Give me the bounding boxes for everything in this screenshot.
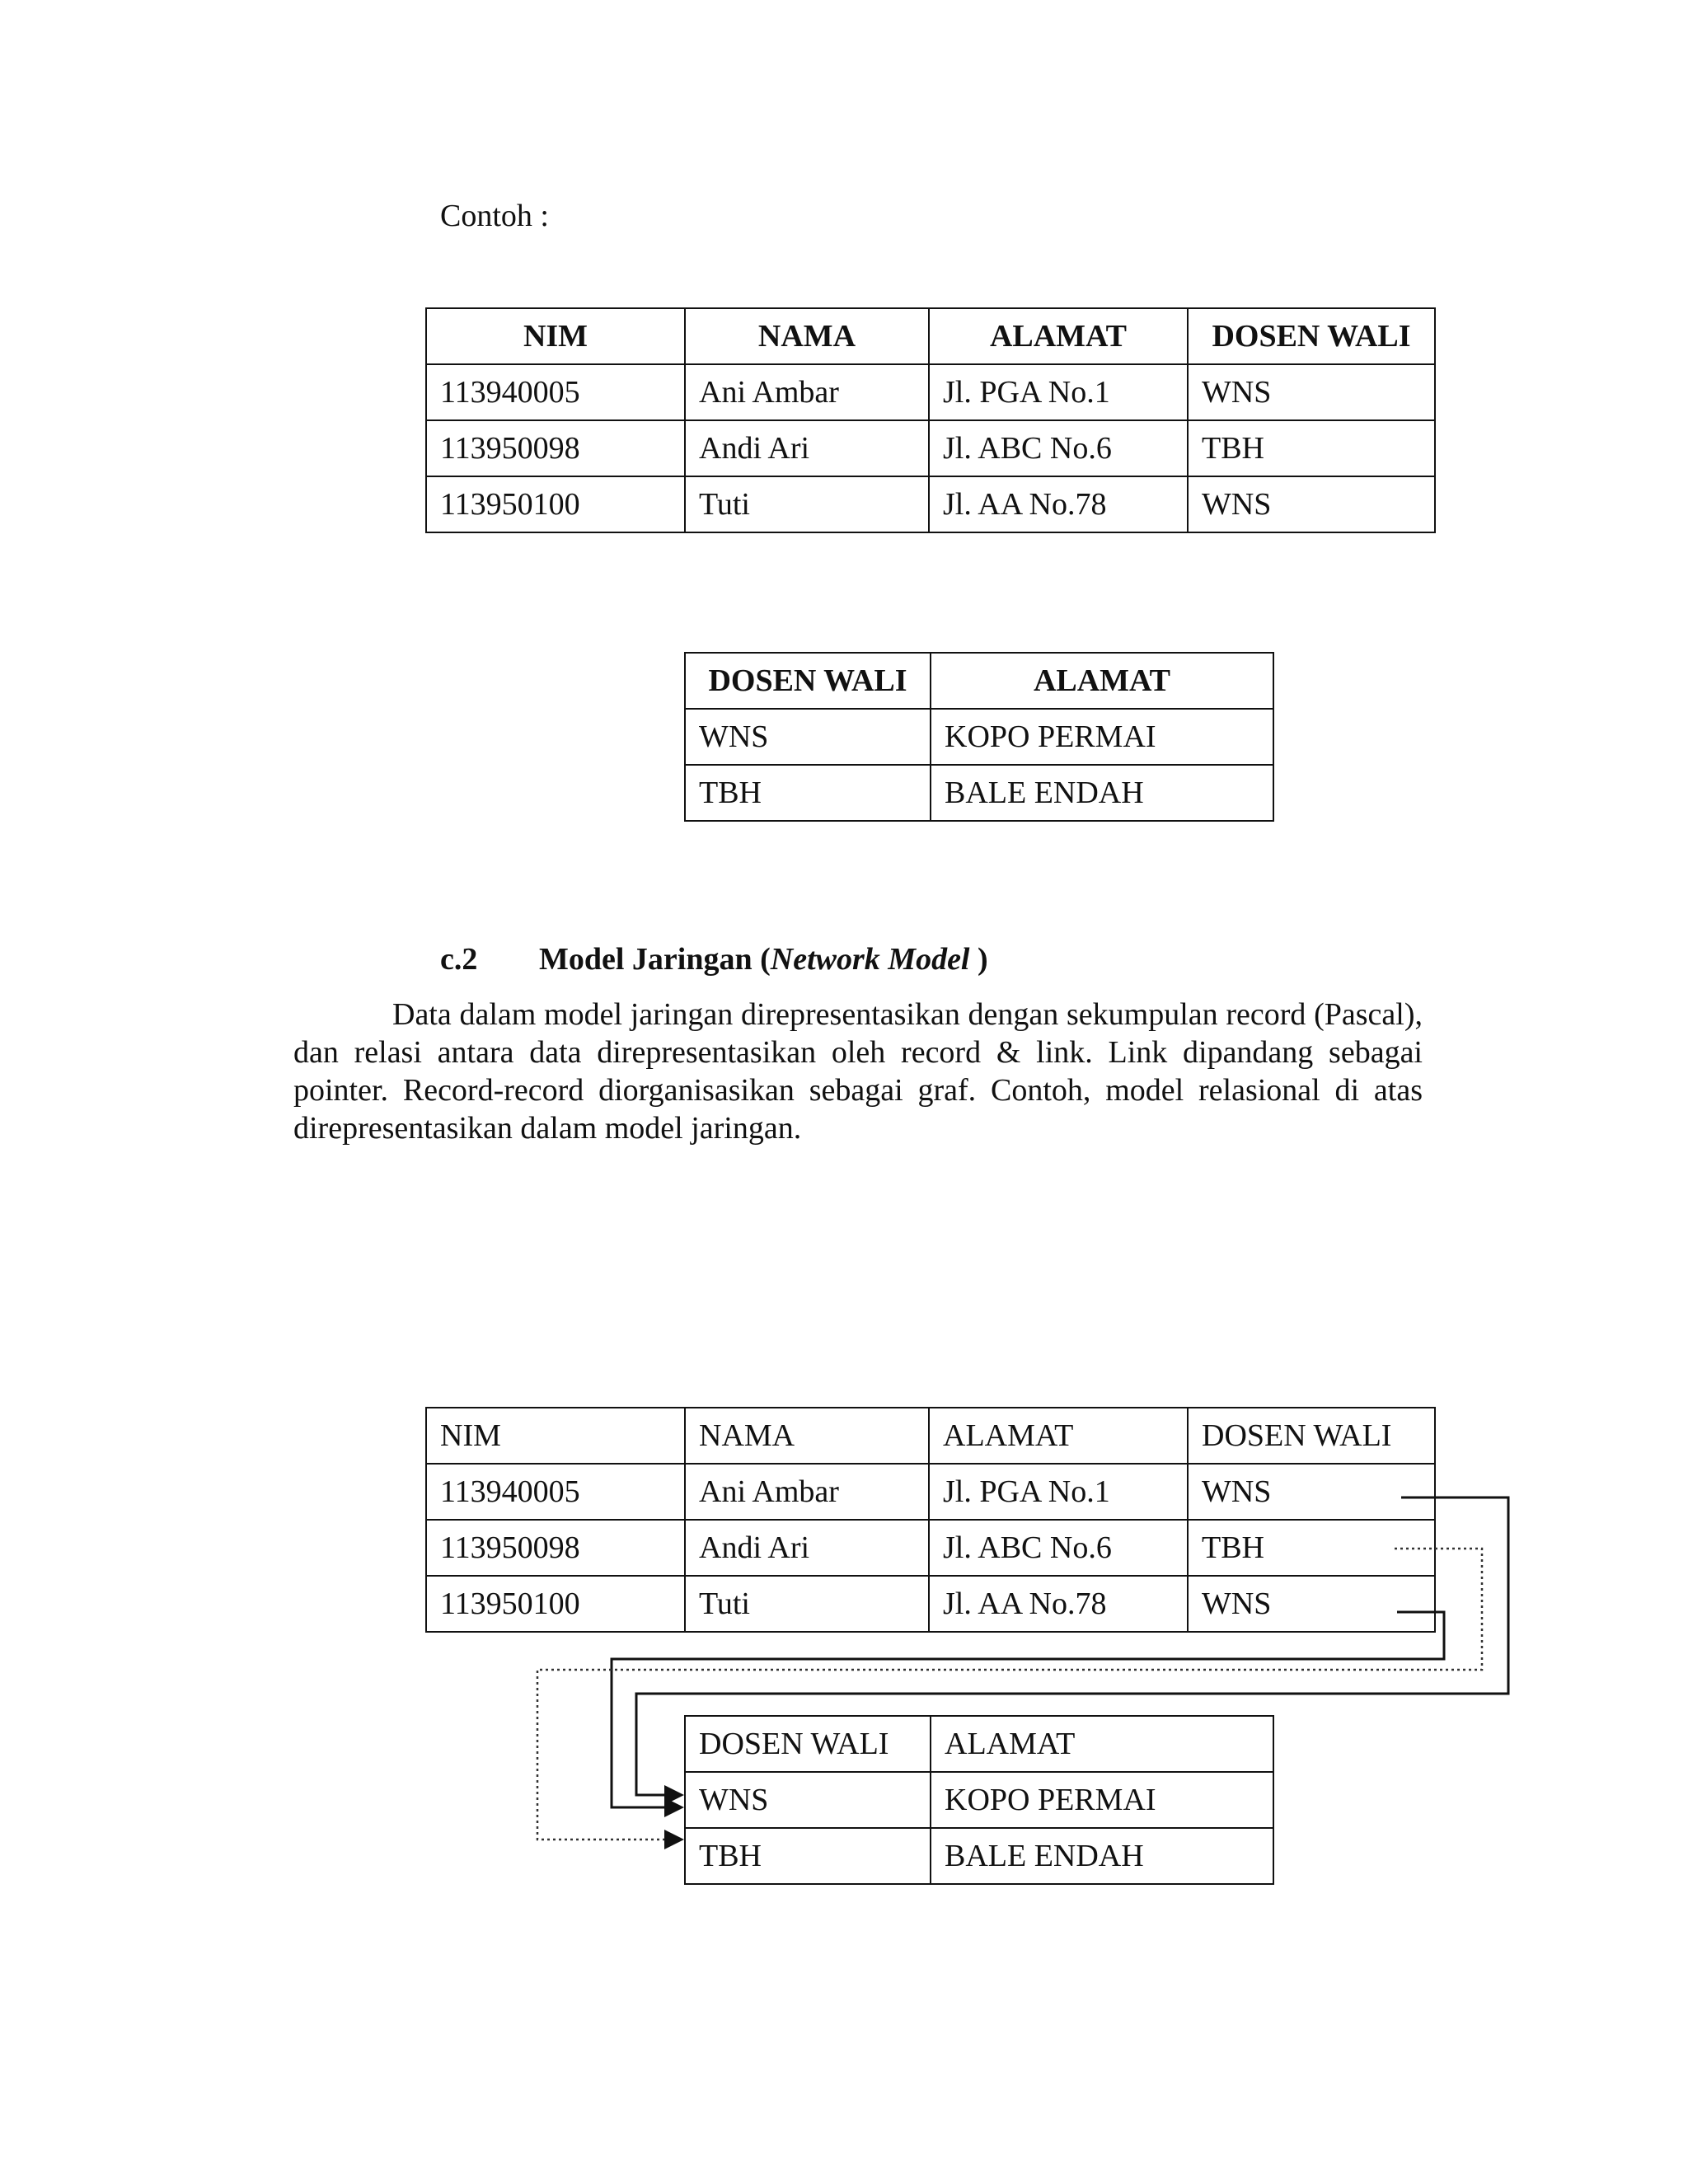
header-dosen-wali: DOSEN WALI: [685, 653, 931, 709]
cell-nama: Ani Ambar: [685, 1464, 929, 1520]
cell-dosen-wali: WNS: [685, 709, 931, 765]
header-alamat: ALAMAT: [929, 1408, 1188, 1464]
header-alamat: ALAMAT: [931, 1716, 1273, 1772]
header-alamat: ALAMAT: [931, 653, 1273, 709]
cell-alamat: Jl. PGA No.1: [929, 1464, 1188, 1520]
header-nim: NIM: [426, 308, 685, 364]
cell-nim: 113950098: [426, 1520, 685, 1576]
link-row3-to-wns: [612, 1612, 1444, 1807]
arrowhead-wns-b: [664, 1797, 684, 1817]
cell-dosen-wali: WNS: [1188, 1464, 1435, 1520]
cell-dosen-wali: WNS: [685, 1772, 931, 1828]
cell-nama: Tuti: [685, 476, 929, 532]
cell-nim: 113950098: [426, 420, 685, 476]
cell-dosen-wali: TBH: [1188, 420, 1435, 476]
cell-alamat: Jl. AA No.78: [929, 476, 1188, 532]
cell-dosen-wali: TBH: [685, 765, 931, 821]
cell-nim: 113950100: [426, 476, 685, 532]
link-row1-to-wns: [636, 1497, 1508, 1795]
header-alamat: ALAMAT: [929, 308, 1188, 364]
cell-nama: Andi Ari: [685, 420, 929, 476]
header-dosen-wali: DOSEN WALI: [1188, 1408, 1435, 1464]
cell-alamat: KOPO PERMAI: [931, 709, 1273, 765]
cell-nim: 113940005: [426, 364, 685, 420]
cell-nim: 113950100: [426, 1576, 685, 1632]
cell-alamat: BALE ENDAH: [931, 765, 1273, 821]
cell-alamat: BALE ENDAH: [931, 1828, 1273, 1884]
intro-label: Contoh :: [440, 199, 549, 233]
cell-alamat: Jl. ABC No.6: [929, 1520, 1188, 1576]
header-dosen-wali: DOSEN WALI: [685, 1716, 931, 1772]
cell-dosen-wali: WNS: [1188, 1576, 1435, 1632]
section-title-suffix: ): [969, 942, 988, 977]
cell-nama: Andi Ari: [685, 1520, 929, 1576]
section-title-prefix: Model Jaringan (: [539, 942, 771, 977]
section-paragraph: Data dalam model jaringan direpresentasikan dengan sekumpulan record (Pascal), dan relasi antara data direpresentasikan oleh record & link. Link dipandang sebagai pointer. Record-record diorganisasikan sebagai graf. Contoh, model relasional di atas direpresentasikan dalam model jaringan.: [293, 997, 1423, 1146]
section-number: c.2: [440, 942, 478, 977]
cell-nim: 113940005: [426, 1464, 685, 1520]
header-dosen-wali: DOSEN WALI: [1188, 308, 1435, 364]
header-nama: NAMA: [685, 1408, 929, 1464]
section-title-italic: Network Model: [770, 942, 970, 977]
cell-dosen-wali: TBH: [685, 1828, 931, 1884]
header-nim: NIM: [426, 1408, 685, 1464]
cell-nama: Ani Ambar: [685, 364, 929, 420]
arrowhead-tbh: [664, 1830, 684, 1849]
cell-dosen-wali: TBH: [1188, 1520, 1435, 1576]
cell-alamat: Jl. AA No.78: [929, 1576, 1188, 1632]
header-nama: NAMA: [685, 308, 929, 364]
cell-dosen-wali: WNS: [1188, 476, 1435, 532]
cell-alamat: KOPO PERMAI: [931, 1772, 1273, 1828]
cell-nama: Tuti: [685, 1576, 929, 1632]
cell-alamat: Jl. ABC No.6: [929, 420, 1188, 476]
cell-alamat: Jl. PGA No.1: [929, 364, 1188, 420]
cell-dosen-wali: WNS: [1188, 364, 1435, 420]
